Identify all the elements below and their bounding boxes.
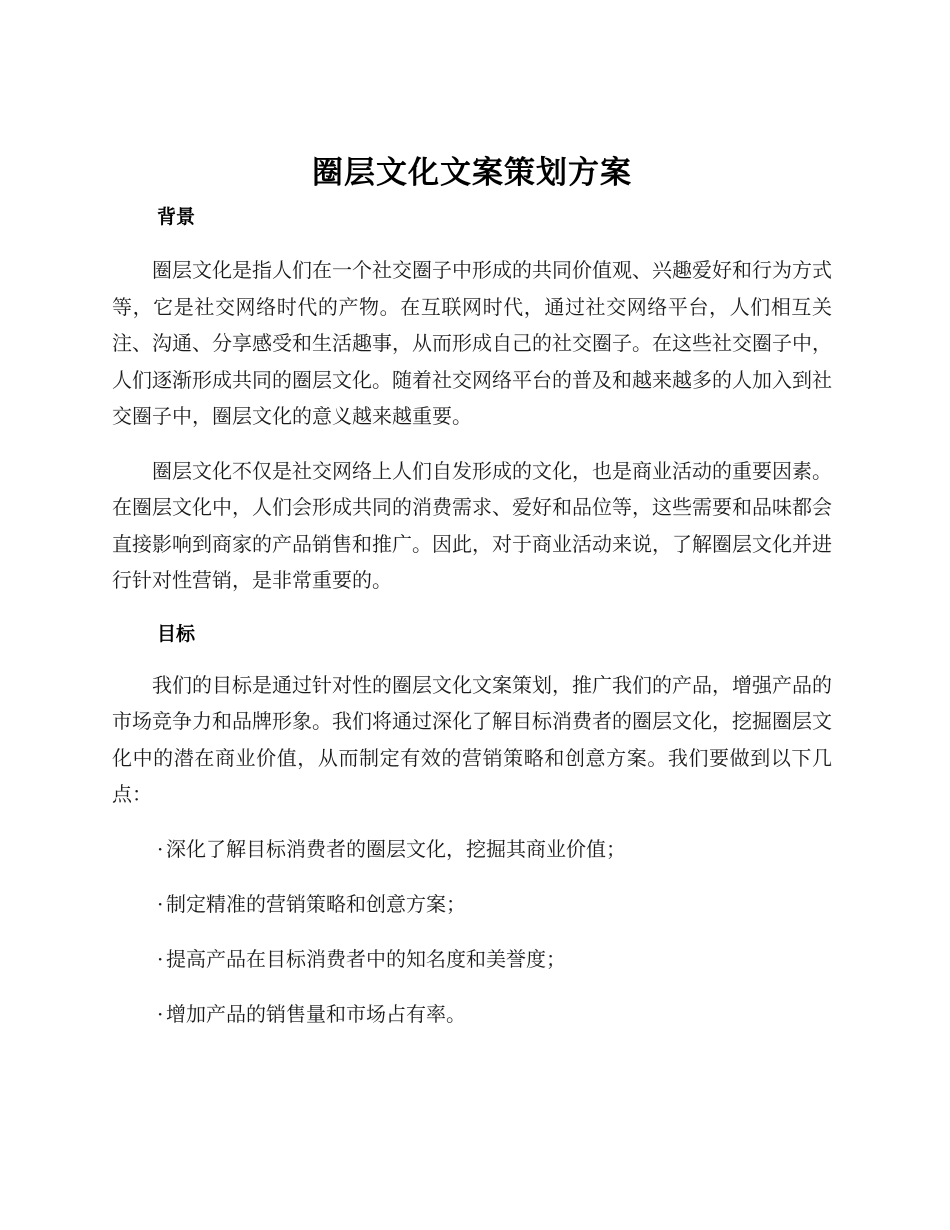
list-item — [112, 831, 832, 868]
bullet-dot-icon: · — [157, 1001, 164, 1026]
list-item-text: 提高产品在目标消费者中的知名度和美誉度； — [166, 946, 566, 971]
goals-paragraph: 我们的目标是通过针对性的圈层文化文案策划，推广我们的产品，增强产品的市场竞争力和品牌形象。我们将通过深化了解目标消费者的圈层文化，挖掘圈层文化中的潜在商业价值，从而制定有效的营销策略和创意方案。我们要做到以下几点： — [112, 672, 832, 806]
bullet-dot-icon: · — [157, 946, 164, 971]
background-paragraph-1: 圈层文化是指人们在一个社交圈子中形成的共同价值观、兴趣爱好和行为方式等，它是社交网络时代的产物。在互联网时代，通过社交网络平台，人们相互关注、沟通、分享感受和生活趣事，从而形成自己的社交圈子。在这些社交圈子中，人们逐渐形成共同的圈层文化。随着社交网络平台的普及和越来越多的人加入到社交圈子中，圈层文化的意义越来越重要。 — [112, 258, 832, 428]
list-item-text: 制定精准的营销策略和创意方案； — [166, 891, 466, 916]
document-page — [112, 150, 832, 1051]
section-heading-goals: 目标 — [157, 622, 196, 645]
section-heading-background: 背景 — [157, 206, 196, 228]
background-paragraph-2: 圈层文化不仅是社交网络上人们自发形成的文化，也是商业活动的重要因素。在圈层文化中，人们会形成共同的消费需求、爱好和品位等，这些需要和品味都会直接影响到商家的产品销售和推广。因此，对于商业活动来说，了解圈层文化并进行针对性营销，是非常重要的。 — [112, 458, 832, 592]
bullet-dot-icon: · — [157, 891, 164, 916]
list-item — [112, 941, 832, 978]
document-title: 圈层文化文案策划方案 — [312, 155, 632, 191]
list-item — [112, 996, 832, 1033]
list-item — [112, 886, 832, 923]
list-item-text: 深化了解目标消费者的圈层文化，挖掘其商业价值； — [166, 836, 626, 861]
list-item-text: 增加产品的销售量和市场占有率。 — [166, 1001, 466, 1026]
bullet-dot-icon: · — [157, 836, 164, 861]
goals-bullet-list — [112, 831, 832, 1033]
